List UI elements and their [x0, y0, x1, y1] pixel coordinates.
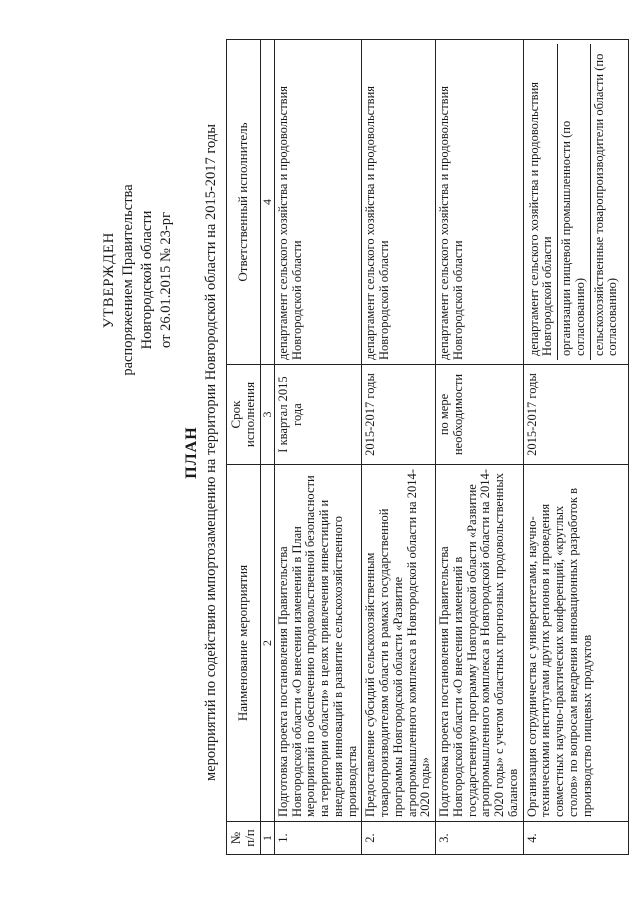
row-deadline: 2015-2017 годы	[362, 365, 436, 465]
row-responsible-list	[523, 40, 628, 365]
header-activity-name: Наименование мероприятия	[227, 465, 261, 822]
row-activity-name: Подготовка проекта постановления Правительства Новгородской области «О внесении изменений в государственную программу Новгородской области «Развитие агропромышленного комплекса в Новгородской области на 2014-2020 годы» с учетом областных прогнозных продовольственных балансов	[436, 465, 524, 822]
row-activity-name: Организация сотрудничества с университетами, научно-техническими институтами других регионов и проведения совместных научно-практических конференций, «круглых столов» по вопросам внедрения инновационных разработок в производство пищевых продуктов	[523, 465, 628, 822]
approval-region: Новгородской области	[139, 210, 155, 350]
column-index-2: 2	[260, 465, 274, 822]
column-index-4: 4	[260, 40, 274, 365]
approval-authority: распоряжением Правительства	[120, 184, 136, 376]
header-responsible: Ответственный исполнитель	[227, 40, 261, 365]
row-responsible: департамент сельского хозяйства и продовольствия Новгородской области	[274, 40, 362, 365]
table-row	[274, 40, 362, 855]
row-number: 2.	[362, 822, 436, 855]
row-number: 4.	[523, 822, 628, 855]
table-header-row	[227, 40, 261, 855]
row-deadline: 2015-2017 годы	[523, 365, 628, 465]
approval-heading: УТВЕРЖДЕН	[101, 231, 117, 329]
column-number-row	[260, 40, 274, 855]
approval-date-number: от 26.01.2015 № 23-рг	[158, 212, 174, 348]
row-number: 3.	[436, 822, 524, 855]
table-row	[523, 40, 628, 855]
plan-table	[226, 39, 629, 855]
approval-stamp-block	[100, 155, 176, 405]
responsible-item: организации пищевой промышленности (по согласованию)	[558, 44, 591, 360]
row-activity-name: Подготовка проекта постановления Правительства Новгородской области «О внесении изменений в План мероприятий по обеспечению продовольственной безопасности на территории области» в целях привлечения инвестиций и внедрения инноваций в развитие сельскохозяйственного производства	[274, 465, 362, 822]
row-responsible: департамент сельского хозяйства и продовольствия Новгородской области	[362, 40, 436, 365]
column-index-1: 1	[260, 822, 274, 855]
table-row	[436, 40, 524, 855]
document-subtitle: мероприятий по содействию импортозамещению на территории Новгородской области на 2015-2017 годы	[203, 124, 219, 781]
row-deadline: I квартал 2015 года	[274, 365, 362, 465]
row-number: 1.	[274, 822, 362, 855]
row-responsible: департамент сельского хозяйства и продовольствия Новгородской области	[436, 40, 524, 365]
responsible-item: департамент сельского хозяйства и продовольствия Новгородской области	[526, 44, 559, 360]
header-number: № п/п	[227, 822, 261, 855]
table-row	[362, 40, 436, 855]
document-title: ПЛАН	[183, 426, 200, 479]
row-activity-name: Предоставление субсидий сельскохозяйственным товаропроизводителям области в рамках государственной программы Новгородской области «Развитие агропромышленного комплекса в Новгородской области на 2014-2020 годы»	[362, 465, 436, 822]
row-deadline: по мере необходимости	[436, 365, 524, 465]
header-deadline: Срок исполнения	[227, 365, 261, 465]
column-index-3: 3	[260, 365, 274, 465]
responsible-item: сельскохозяйственные товаропроизводители области (по согласованию)	[591, 53, 620, 356]
